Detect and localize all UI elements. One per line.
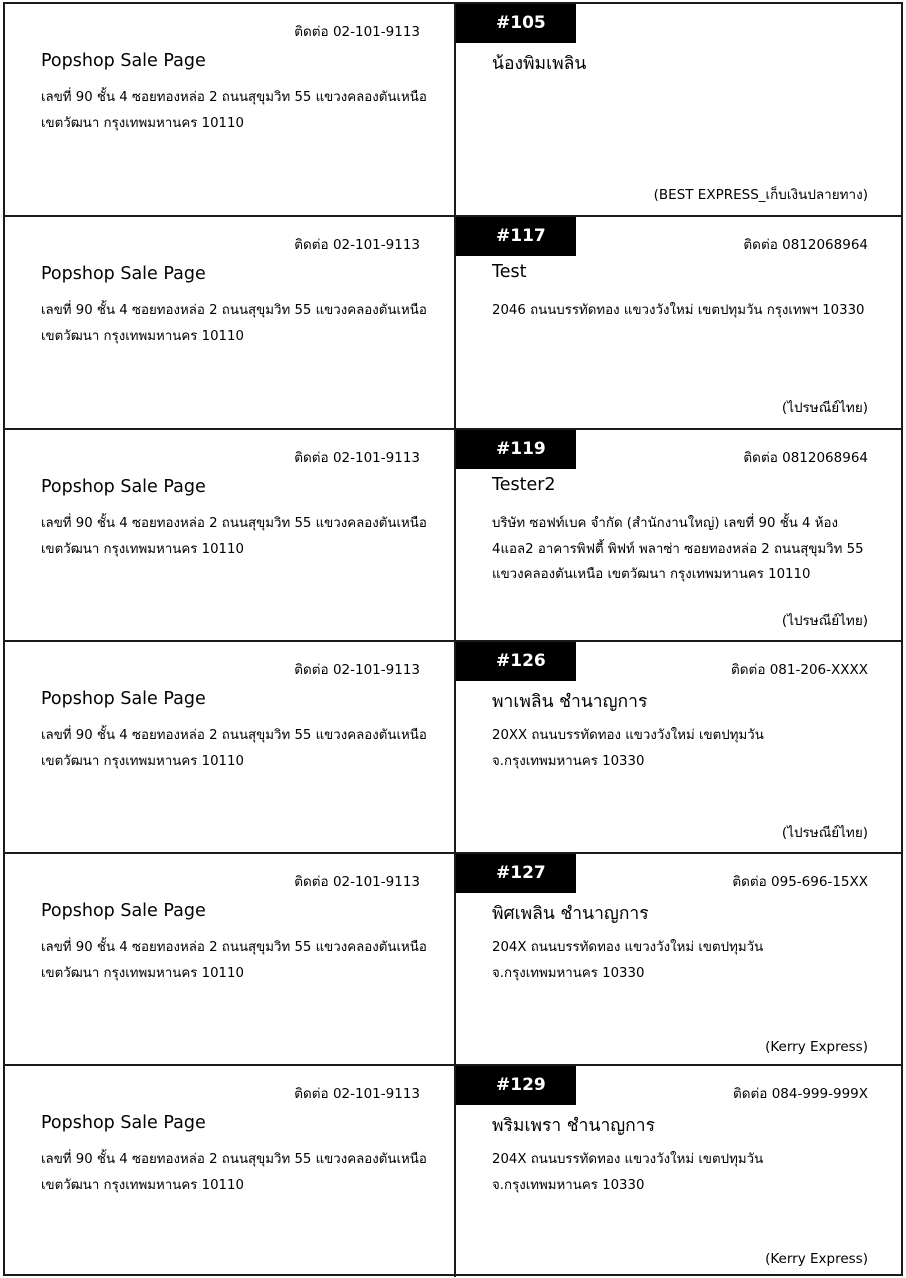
- sender-address: เลขที่ 90 ชั้น 4 ซอยทองหล่อ 2 ถนนสุขุมวิท 55 แขวงคลองตันเหนือ เขตวัฒนา กรุงเทพมหานคร 10110: [41, 90, 427, 131]
- sender-address: เลขที่ 90 ชั้น 4 ซอยทองหล่อ 2 ถนนสุขุมวิท 55 แขวงคลองตันเหนือ เขตวัฒนา กรุงเทพมหานคร 10110: [41, 303, 427, 344]
- recipient-block: [456, 430, 901, 641]
- sender-address: เลขที่ 90 ชั้น 4 ซอยทองหล่อ 2 ถนนสุขุมวิท 55 แขวงคลองตันเหนือ เขตวัฒนา กรุงเทพมหานคร 10110: [41, 728, 427, 769]
- order-number-badge: #119: [456, 430, 576, 469]
- order-number-badge: #127: [456, 854, 576, 893]
- recipient-contact: ติดต่อ 0812068964: [743, 237, 868, 253]
- sender-contact: ติดต่อ 02-101-9113: [294, 450, 420, 466]
- recipient-address: 204X ถนนบรรทัดทอง แขวงวังใหม่ เขตปทุมวัน จ.กรุงเทพมหานคร 10330: [492, 1152, 764, 1193]
- sender-block: [5, 217, 456, 428]
- recipient-contact: ติดต่อ 081-206-XXXX: [731, 662, 868, 678]
- order-number-badge: #129: [456, 1066, 576, 1105]
- sender-contact: ติดต่อ 02-101-9113: [294, 24, 420, 40]
- sender-block: [5, 1066, 456, 1277]
- recipient-address: บริษัท ซอฟท์เบค จำกัด (สำนักงานใหญ่) เลขที่ 90 ชั้น 4 ห้อง 4แอล2 อาคารพิฟตี้ พิฟท์ พลาซ่า ซอยทองหล่อ 2 ถนนสุขุมวิท 55 แขวงคลองตันเหนือ เขตวัฒนา กรุงเทพมหานคร 10110: [492, 516, 864, 582]
- shipping-label-row: [5, 1066, 901, 1278]
- sender-contact: ติดต่อ 02-101-9113: [294, 874, 420, 890]
- recipient-name: Tester2: [492, 475, 556, 495]
- recipient-address: 2046 ถนนบรรทัดทอง แขวงวังใหม่ เขตปทุมวัน กรุงเทพฯ 10330: [492, 303, 865, 318]
- recipient-name: น้องพิมเพลิน: [492, 54, 587, 74]
- recipient-name: Test: [492, 262, 527, 282]
- recipient-name: พิศเพลิน ชำนาญการ: [492, 904, 649, 924]
- sender-contact: ติดต่อ 02-101-9113: [294, 237, 420, 253]
- sender-block: [5, 642, 456, 853]
- recipient-address: 204X ถนนบรรทัดทอง แขวงวังใหม่ เขตปทุมวัน จ.กรุงเทพมหานคร 10330: [492, 940, 764, 981]
- sender-block: [5, 430, 456, 641]
- recipient-block: [456, 854, 901, 1065]
- shipping-carrier: (BEST EXPRESS_เก็บเงินปลายทาง): [653, 187, 868, 203]
- shipping-carrier: (ไปรษณีย์ไทย): [781, 400, 868, 416]
- shipping-carrier: (ไปรษณีย์ไทย): [781, 613, 868, 629]
- sender-contact: ติดต่อ 02-101-9113: [294, 1086, 420, 1102]
- recipient-contact: ติดต่อ 084-999-999X: [733, 1086, 868, 1102]
- label-sheet: [3, 2, 903, 1276]
- order-number-badge: #105: [456, 4, 576, 43]
- order-number-badge: #126: [456, 642, 576, 681]
- shipping-carrier: (ไปรษณีย์ไทย): [781, 825, 868, 841]
- sender-name: Popshop Sale Page: [41, 901, 206, 921]
- shipping-carrier: (Kerry Express): [765, 1251, 868, 1267]
- recipient-name: พริมเพรา ชำนาญการ: [492, 1116, 656, 1136]
- sender-name: Popshop Sale Page: [41, 1113, 206, 1133]
- recipient-block: [456, 642, 901, 853]
- shipping-label-row: [5, 642, 901, 854]
- shipping-carrier: (Kerry Express): [765, 1039, 868, 1055]
- sender-block: [5, 4, 456, 215]
- sender-name: Popshop Sale Page: [41, 264, 206, 284]
- sender-name: Popshop Sale Page: [41, 689, 206, 709]
- shipping-label-row: [5, 430, 901, 642]
- recipient-block: [456, 217, 901, 428]
- sender-address: เลขที่ 90 ชั้น 4 ซอยทองหล่อ 2 ถนนสุขุมวิท 55 แขวงคลองตันเหนือ เขตวัฒนา กรุงเทพมหานคร 10110: [41, 940, 427, 981]
- recipient-contact: ติดต่อ 0812068964: [743, 450, 868, 466]
- sender-address: เลขที่ 90 ชั้น 4 ซอยทองหล่อ 2 ถนนสุขุมวิท 55 แขวงคลองตันเหนือ เขตวัฒนา กรุงเทพมหานคร 10110: [41, 1152, 427, 1193]
- sender-contact: ติดต่อ 02-101-9113: [294, 662, 420, 678]
- shipping-label-row: [5, 4, 901, 216]
- sender-name: Popshop Sale Page: [41, 51, 206, 71]
- shipping-label-row: [5, 854, 901, 1066]
- sender-name: Popshop Sale Page: [41, 477, 206, 497]
- sender-block: [5, 854, 456, 1065]
- recipient-contact: ติดต่อ 095-696-15XX: [732, 874, 868, 890]
- recipient-name: พาเพลิน ชำนาญการ: [492, 692, 648, 712]
- recipient-block: [456, 4, 901, 215]
- shipping-label-row: [5, 217, 901, 429]
- sender-address: เลขที่ 90 ชั้น 4 ซอยทองหล่อ 2 ถนนสุขุมวิท 55 แขวงคลองตันเหนือ เขตวัฒนา กรุงเทพมหานคร 10110: [41, 516, 427, 557]
- recipient-address: 20XX ถนนบรรทัดทอง แขวงวังใหม่ เขตปทุมวัน จ.กรุงเทพมหานคร 10330: [492, 728, 764, 769]
- order-number-badge: #117: [456, 217, 576, 256]
- recipient-block: [456, 1066, 901, 1277]
